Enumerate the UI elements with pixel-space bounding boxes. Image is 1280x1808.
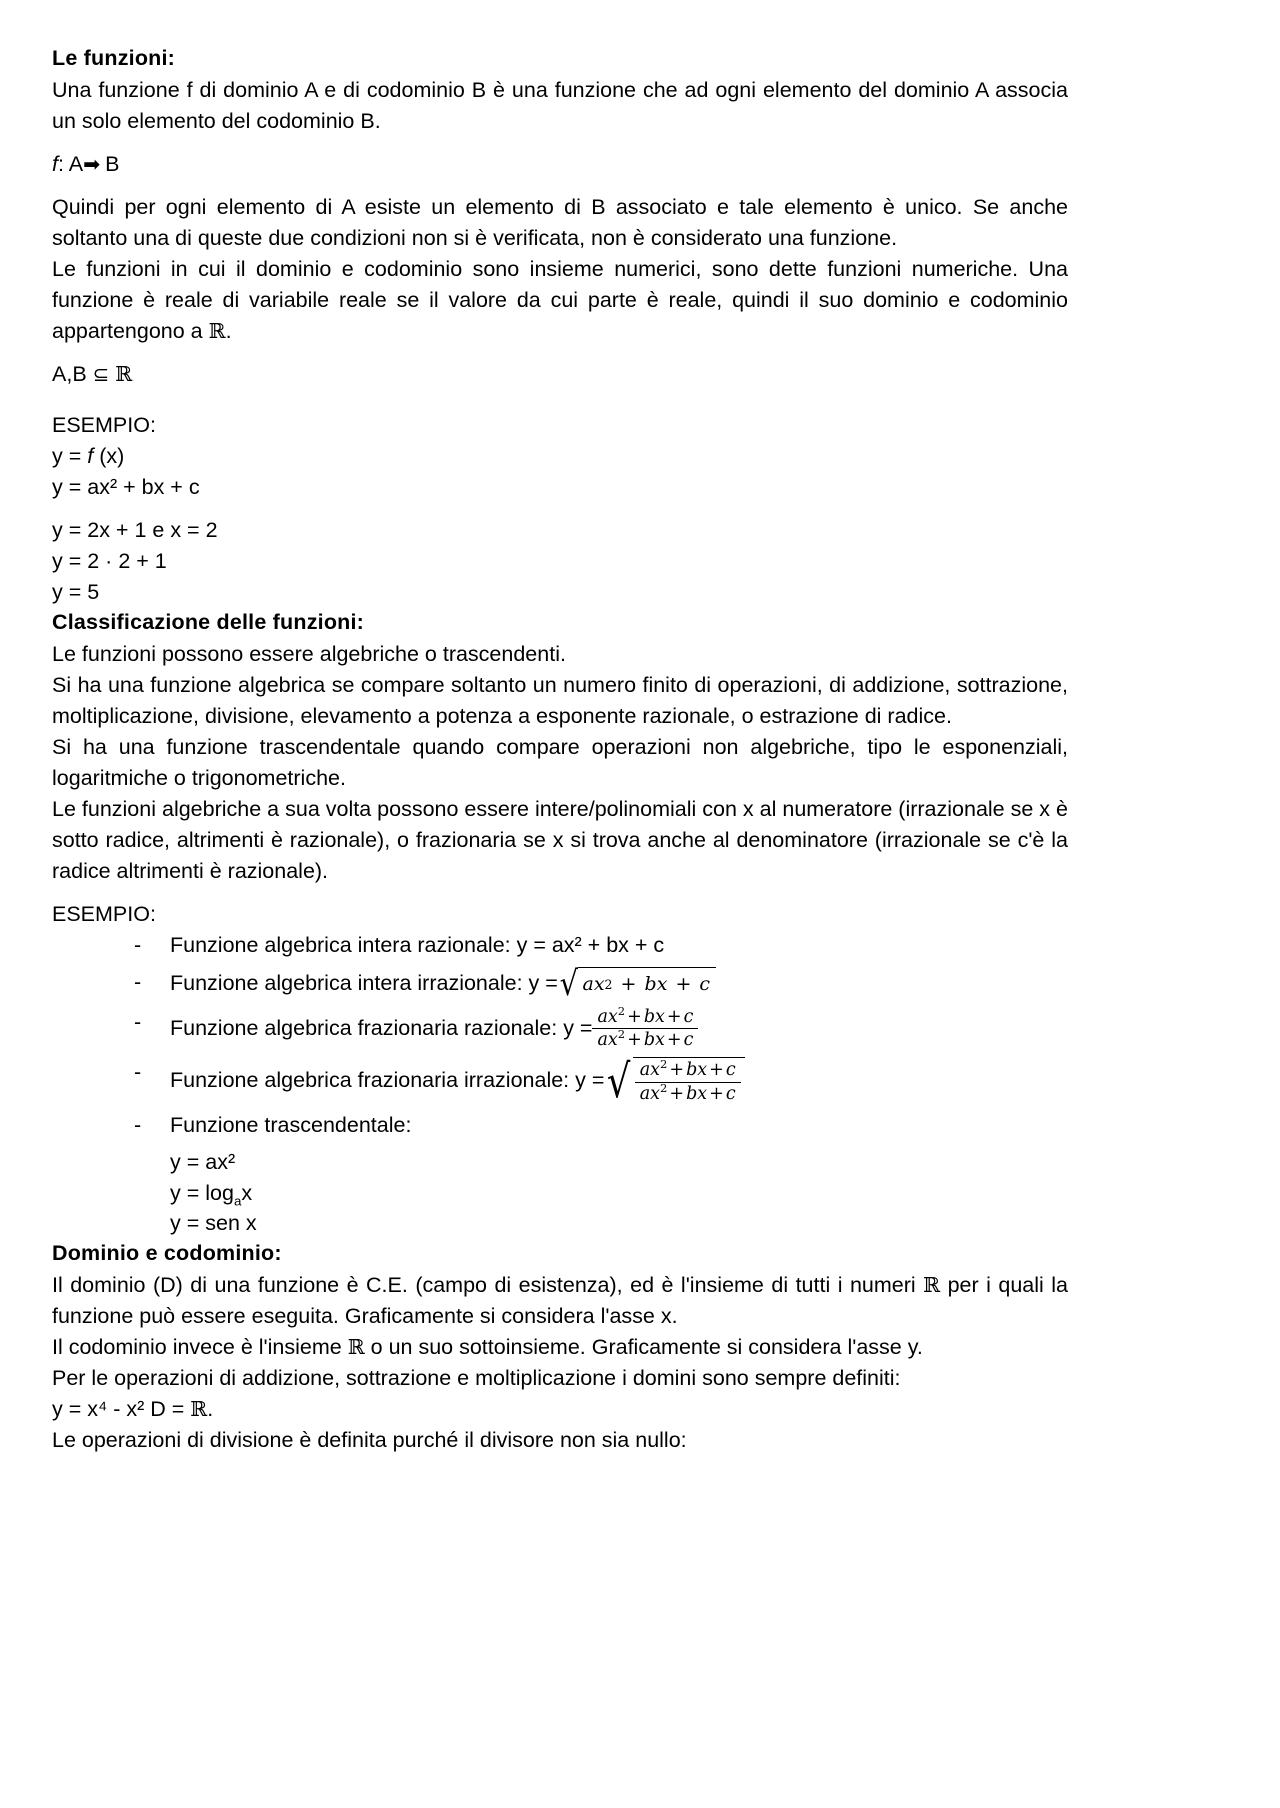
plus-sign: + bbox=[669, 1083, 685, 1104]
document-body bbox=[52, 44, 1068, 1456]
real-numbers-symbol: ℝ bbox=[190, 1396, 208, 1421]
function-f-symbol: f bbox=[87, 443, 94, 468]
equation-quadratic: y = ax² + bx + c bbox=[52, 474, 200, 499]
plus-sign: + bbox=[669, 973, 698, 996]
real-numbers-symbol: ℝ bbox=[923, 1273, 941, 1298]
paragraph-funzioni-numeriche bbox=[52, 254, 1068, 347]
spacer bbox=[52, 390, 1068, 410]
paragraph-text: Quindi per ogni elemento di A esiste un elemento di B associato e tale elemento è unico. Se anche soltanto una di queste due condizioni non si è verificata, non è considerato una funzione. bbox=[52, 195, 1068, 251]
notation-subset-line bbox=[52, 359, 1068, 390]
radicand: a x 2 + b x + c bbox=[578, 967, 716, 1001]
paragraph-dominio bbox=[52, 1270, 1068, 1332]
section-heading-classificazione: Classificazione delle funzioni: bbox=[52, 609, 365, 634]
list-item-label: Funzione algebrica intera razionale: y = ax² + bx + c bbox=[170, 932, 665, 957]
equation-part-post: (x) bbox=[93, 443, 125, 468]
plus-sign: + bbox=[627, 1006, 642, 1027]
formula-sqrt-polynomial bbox=[558, 963, 716, 1004]
spacer bbox=[52, 180, 1068, 192]
formula-sqrt-fraction bbox=[604, 1054, 744, 1109]
paragraph-text: Una funzione f di dominio A e di codominio B è una funzione che ad ogni elemento del dominio A associa un solo elemento del codominio B. bbox=[52, 78, 1068, 134]
spacer bbox=[52, 347, 1068, 359]
notation-ab: A,B bbox=[52, 362, 93, 386]
plus-sign: + bbox=[709, 1083, 724, 1104]
equation-result: y = 5 bbox=[52, 579, 100, 604]
radical-glyph: √ bbox=[607, 1054, 631, 1109]
plus-sign: + bbox=[614, 973, 643, 996]
radical-glyph: √ bbox=[559, 963, 578, 1004]
equation-y-equals-f-x bbox=[52, 441, 1068, 472]
paragraph-text-part-1: Il codominio invece è l'insieme bbox=[52, 1334, 348, 1359]
square-root-icon bbox=[604, 1054, 744, 1109]
equation-dominio-polinomio bbox=[52, 1394, 1068, 1425]
paragraph-condizioni-funzione bbox=[52, 192, 1068, 254]
paragraph-divisione: Le operazioni di divisione è definita purché il divisore non sia nullo: bbox=[52, 1427, 687, 1452]
list-item-label: Funzione algebrica frazionaria razionale: y = bbox=[170, 1016, 593, 1041]
term-x: x bbox=[593, 973, 605, 996]
list-item-label: Funzione trascendentale: bbox=[170, 1113, 412, 1138]
equation-part-pre: y = x⁴ - x² D = bbox=[52, 1396, 191, 1421]
spacer bbox=[52, 137, 1068, 149]
notation-colon-a: : A bbox=[57, 152, 84, 177]
equation-part-post: . bbox=[207, 1396, 214, 1421]
real-numbers-symbol: ℝ bbox=[208, 319, 226, 344]
square-root-icon bbox=[558, 963, 716, 1004]
list-item-row bbox=[170, 963, 1068, 1004]
spacer bbox=[52, 503, 1068, 515]
notation-f-a-b bbox=[52, 149, 1068, 180]
section-heading-le-funzioni: Le funzioni: bbox=[52, 46, 176, 70]
list-item-label: Funzione algebrica intera irrazionale: y = bbox=[170, 971, 558, 996]
exponent-2: 2 bbox=[617, 1003, 626, 1018]
equation-trascendentale-potenza: y = ax² bbox=[170, 1150, 236, 1175]
paragraph-intere-frazionarie: Le funzioni algebriche a sua volta possono essere intere/polinomiali con x al numeratore (irrazionale se x è sotto radice, altrimenti è razionale), o frazionaria se x si trova anche al denominatore (irrazionale se c'è la radice altrimenti è razionale). bbox=[52, 796, 1068, 883]
paragraph-text-part-1: Le funzioni in cui il dominio e codominio sono insieme numerici, sono dette funzioni numeriche. Una funzione è reale di variabile reale se il valore da cui parte è reale, quindi il suo dominio e codominio appartengono a bbox=[52, 257, 1068, 344]
bullet-dash-icon: - bbox=[134, 1113, 142, 1138]
notation-b: B bbox=[99, 152, 120, 177]
paragraph-codominio bbox=[52, 1332, 1068, 1363]
bullet-dash-icon: - bbox=[134, 1059, 142, 1084]
bullet-dash-icon: - bbox=[134, 969, 142, 994]
classification-bullet-list bbox=[52, 930, 1068, 1141]
list-item-label: Funzione algebrica frazionaria irrazionale: y = bbox=[170, 1068, 605, 1093]
paragraph-text-part-2: o un suo sottoinsieme. Graficamente si considera l'asse y. bbox=[364, 1334, 923, 1359]
notation-f-symbol: f bbox=[52, 152, 58, 177]
equation-trascendentale-seno: y = sen x bbox=[170, 1211, 257, 1236]
exponent-2: 2 bbox=[660, 1080, 668, 1095]
fraction-numerator: $ax^2$ + bx + c bbox=[639, 1057, 736, 1080]
real-numbers-symbol: ℝ bbox=[115, 362, 133, 386]
equation-part-pre: y = bbox=[52, 443, 88, 468]
list-item bbox=[52, 930, 1068, 961]
real-numbers-symbol: ℝ bbox=[347, 1334, 365, 1359]
paragraph-text-part-1: Il dominio (D) di una funzione è C.E. (campo di esistenza), ed è l'insieme di tutti i numeri bbox=[52, 1273, 924, 1298]
plus-sign: + bbox=[709, 1059, 724, 1080]
exponent-2: 2 bbox=[660, 1057, 668, 1072]
list-item bbox=[52, 963, 1068, 1004]
paragraph-text-part-2: per i quali la funzione può essere eseguita. Graficamente si considera l'asse x. bbox=[52, 1273, 1069, 1328]
radicand bbox=[633, 1057, 745, 1104]
equation-linear-example: y = 2x + 1 e x = 2 bbox=[52, 517, 218, 542]
equation-substitution: y = 2 · 2 + 1 bbox=[52, 548, 167, 573]
equation-trascendentale-logaritmo bbox=[52, 1178, 1068, 1209]
formula-fraction-polynomial bbox=[592, 1003, 698, 1051]
term-a: a bbox=[582, 973, 594, 996]
list-item-row bbox=[170, 1054, 1068, 1109]
fraction-numerator: $ax^2$ + bx + c bbox=[597, 1003, 694, 1027]
bullet-dash-icon: - bbox=[134, 1009, 142, 1034]
paragraph-operazioni-definite: Per le operazioni di addizione, sottrazione e moltiplicazione i domini sono sempre definiti: bbox=[52, 1365, 901, 1390]
list-item-row bbox=[170, 1003, 1068, 1051]
bullet-dash-icon: - bbox=[134, 932, 142, 957]
paragraph-funzione-algebrica: Si ha una funzione algebrica se compare soltanto un numero finito di operazioni, di addizione, sottrazione, moltiplicazione, divisione, elevamento a potenza a esponente razionale, o estrazione di radice. bbox=[52, 673, 1068, 728]
subset-or-equal-symbol: ⊆ bbox=[92, 363, 110, 386]
paragraph-algebriche-trascendenti: Le funzioni possono essere algebriche o trascendenti. bbox=[52, 642, 566, 667]
paragraph-definizione-funzione bbox=[52, 75, 1068, 137]
section-heading-dominio-codominio: Dominio e codominio: bbox=[52, 1240, 282, 1265]
esempio-label-funzioni: ESEMPIO: bbox=[52, 412, 156, 437]
plus-sign: + bbox=[627, 1030, 642, 1051]
term-b: b bbox=[644, 973, 657, 996]
term-c: c bbox=[699, 973, 711, 996]
plus-sign: + bbox=[666, 1006, 682, 1027]
equation-part-pre: y = log bbox=[170, 1180, 234, 1205]
list-item bbox=[52, 1003, 1068, 1051]
right-arrow-icon: ➡ bbox=[83, 152, 100, 177]
equation-part-post: x bbox=[241, 1180, 253, 1205]
paragraph-text-part-2: . bbox=[225, 319, 232, 344]
list-item bbox=[52, 1110, 1068, 1141]
exponent-2: 2 bbox=[617, 1027, 626, 1042]
log-base-subscript: a bbox=[233, 1192, 242, 1208]
plus-sign: + bbox=[666, 1030, 682, 1051]
fraction-denominator: $ax^2$ + bx + c bbox=[592, 1028, 698, 1051]
esempio-label-classificazione: ESEMPIO: bbox=[52, 901, 156, 926]
fraction-denominator: $ax^2$ + bx + c bbox=[635, 1082, 741, 1105]
inner-fraction bbox=[635, 1057, 741, 1104]
spacer bbox=[52, 887, 1068, 899]
paragraph-funzione-trascendentale: Si ha una funzione trascendentale quando compare operazioni non algebriche, tipo le esponenziali, logaritmiche o trigonometriche. bbox=[52, 734, 1068, 790]
term-x2: x bbox=[656, 973, 668, 996]
list-item bbox=[52, 1054, 1068, 1109]
plus-sign: + bbox=[669, 1059, 685, 1080]
